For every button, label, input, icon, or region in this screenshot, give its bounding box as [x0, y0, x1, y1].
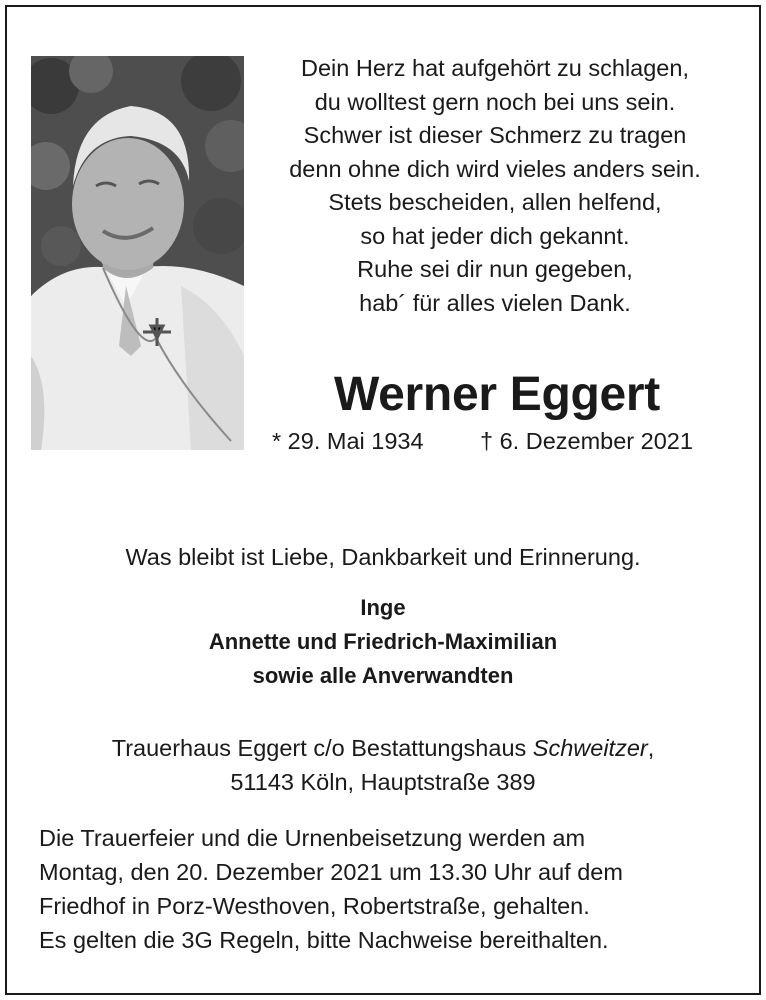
poem-line: Dein Herz hat aufgehört zu schlagen, [301, 55, 689, 81]
family-line: sowie alle Anverwandten [252, 663, 514, 688]
poem [250, 52, 740, 320]
poem-line: hab´ für alles vielen Dank. [359, 289, 631, 316]
death-date: † 6. Dezember 2021 [480, 428, 693, 454]
address-prefix: Trauerhaus Eggert c/o Bestattungshaus [111, 735, 533, 761]
poem-line: Ruhe sei dir nun gegeben, [357, 256, 633, 282]
family-line: Annette und Friedrich-Maximilian [208, 629, 558, 654]
mourning-address [0, 731, 766, 799]
address-line-1 [0, 731, 766, 765]
service-line: Es gelten die 3G Regeln, bitte Nachweise bereithalten. [39, 927, 609, 953]
poem-line: Stets bescheiden, allen helfend, [328, 189, 662, 215]
deceased-name: Werner Eggert [334, 368, 660, 421]
address-line-2: 51143 Köln, Hauptstraße 389 [230, 769, 536, 795]
poem-line: du wolltest gern noch bei uns sein. [314, 88, 676, 115]
poem-line: Schwer ist dieser Schmerz zu tragen [303, 122, 687, 148]
motto: Was bleibt ist Liebe, Dankbarkeit und Erinnerung. [125, 544, 641, 570]
family-names [0, 591, 766, 693]
poem-line: denn ohne dich wird vieles anders sein. [289, 155, 701, 182]
service-info [39, 821, 749, 957]
funeral-home-name: Schweitzer [532, 735, 648, 761]
portrait-photo [31, 56, 244, 450]
poem-line: so hat jeder dich gekannt. [360, 222, 630, 249]
address-suffix: , [647, 735, 655, 761]
service-line: Die Trauerfeier und die Urnenbeisetzung werden am [39, 825, 586, 851]
family-line: Inge [360, 595, 406, 620]
service-line: Friedhof in Porz-Westhoven, Robertstraße, gehalten. [39, 893, 590, 919]
service-line: Montag, den 20. Dezember 2021 um 13.30 Uhr auf dem [39, 859, 623, 885]
birth-date: * 29. Mai 1934 [272, 428, 424, 454]
